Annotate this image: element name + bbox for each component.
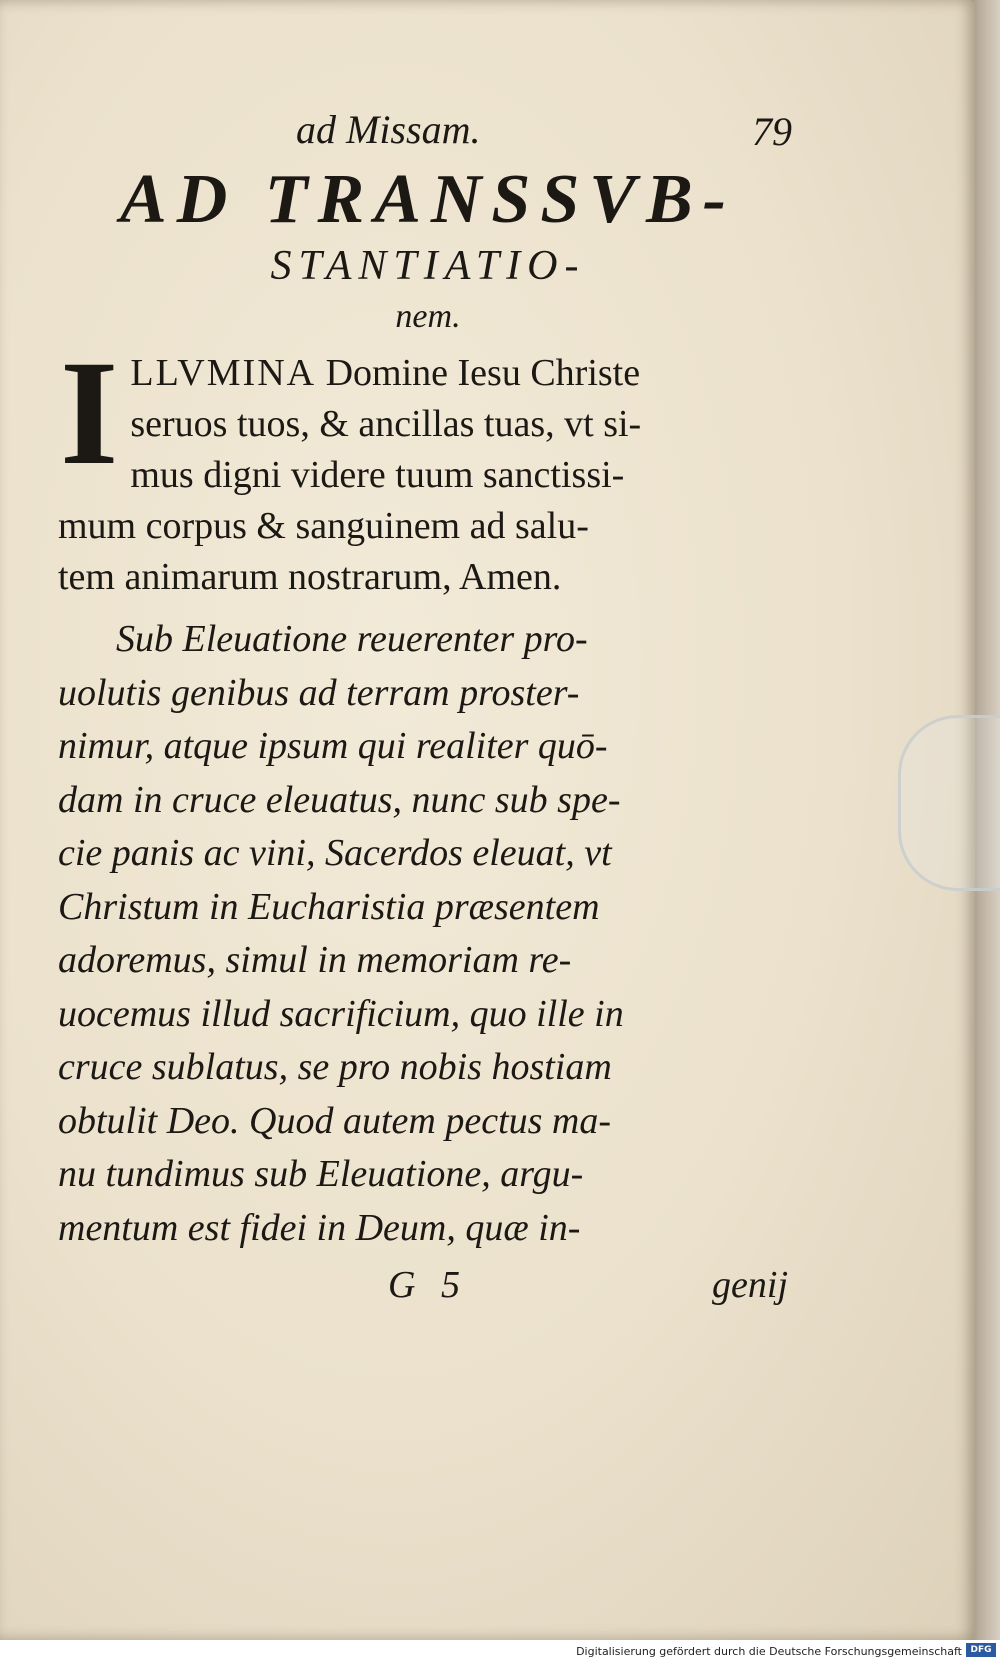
digitization-credit-bar <box>0 1640 1000 1660</box>
page-clip <box>898 715 1000 891</box>
page-footer-line <box>58 1259 798 1315</box>
running-head <box>58 100 798 160</box>
text-line: adoremus, simul in memoriam re- <box>58 939 572 981</box>
text-line: cie panis ac vini, Sacerdos eleuat, vt <box>58 832 612 874</box>
small-caps-word: LLVMINA <box>130 352 317 394</box>
text-line: nu tundimus sub Eleuatione, argu- <box>58 1153 584 1195</box>
text-line: uolutis genibus ad terram proster- <box>58 671 580 714</box>
catchword: genij <box>712 1264 788 1306</box>
section-title-line-2: STANTIATIO- <box>270 243 586 289</box>
text-line: dam in cruce eleuatus, nunc sub spe- <box>58 778 621 821</box>
line-text: Domine Iesu Christe <box>316 352 641 394</box>
funding-credit-text: Digitalisierung gefördert durch die Deutsche Forschungsgemeinschaft <box>576 1645 962 1658</box>
signature-mark: G 5 <box>388 1264 468 1306</box>
text-line: nimur, atque ipsum qui realiter quō- <box>58 725 608 767</box>
dfg-logo: DFG <box>966 1643 996 1657</box>
text-line: cruce sublatus, se pro nobis hostiam <box>58 1046 612 1088</box>
section-title-line-3: nem. <box>395 298 461 335</box>
text-line: obtulit Deo. Quod autem pectus ma- <box>58 1099 612 1142</box>
drop-cap-initial: I <box>60 330 119 496</box>
text-line: tem animarum nostrarum, Amen. <box>58 556 562 598</box>
text-line: seruos tuos, & ancillas tuas, vt si- <box>130 403 642 445</box>
page-number: 79 <box>752 109 792 154</box>
text-line: uocemus illud sacrificium, quo ille in <box>58 992 624 1035</box>
page-text-block <box>58 100 798 1315</box>
text-line: mentum est fidei in Deum, quæ in- <box>58 1206 581 1249</box>
text-line: mum corpus & sanguinem ad salu- <box>58 505 589 547</box>
text-line <box>58 348 798 399</box>
text-line: Sub Eleuatione reuerenter pro- <box>116 618 588 660</box>
text-line: mus digni videre tuum sanctissi- <box>130 454 625 496</box>
section-title-line-1: AD TRANSSVB- <box>120 161 736 238</box>
text-line: Christum in Eucharistia præsentem <box>58 885 600 928</box>
prayer-paragraph <box>58 330 798 603</box>
commentary-paragraph <box>58 613 798 1255</box>
running-head-text: ad Missam. <box>296 107 481 152</box>
